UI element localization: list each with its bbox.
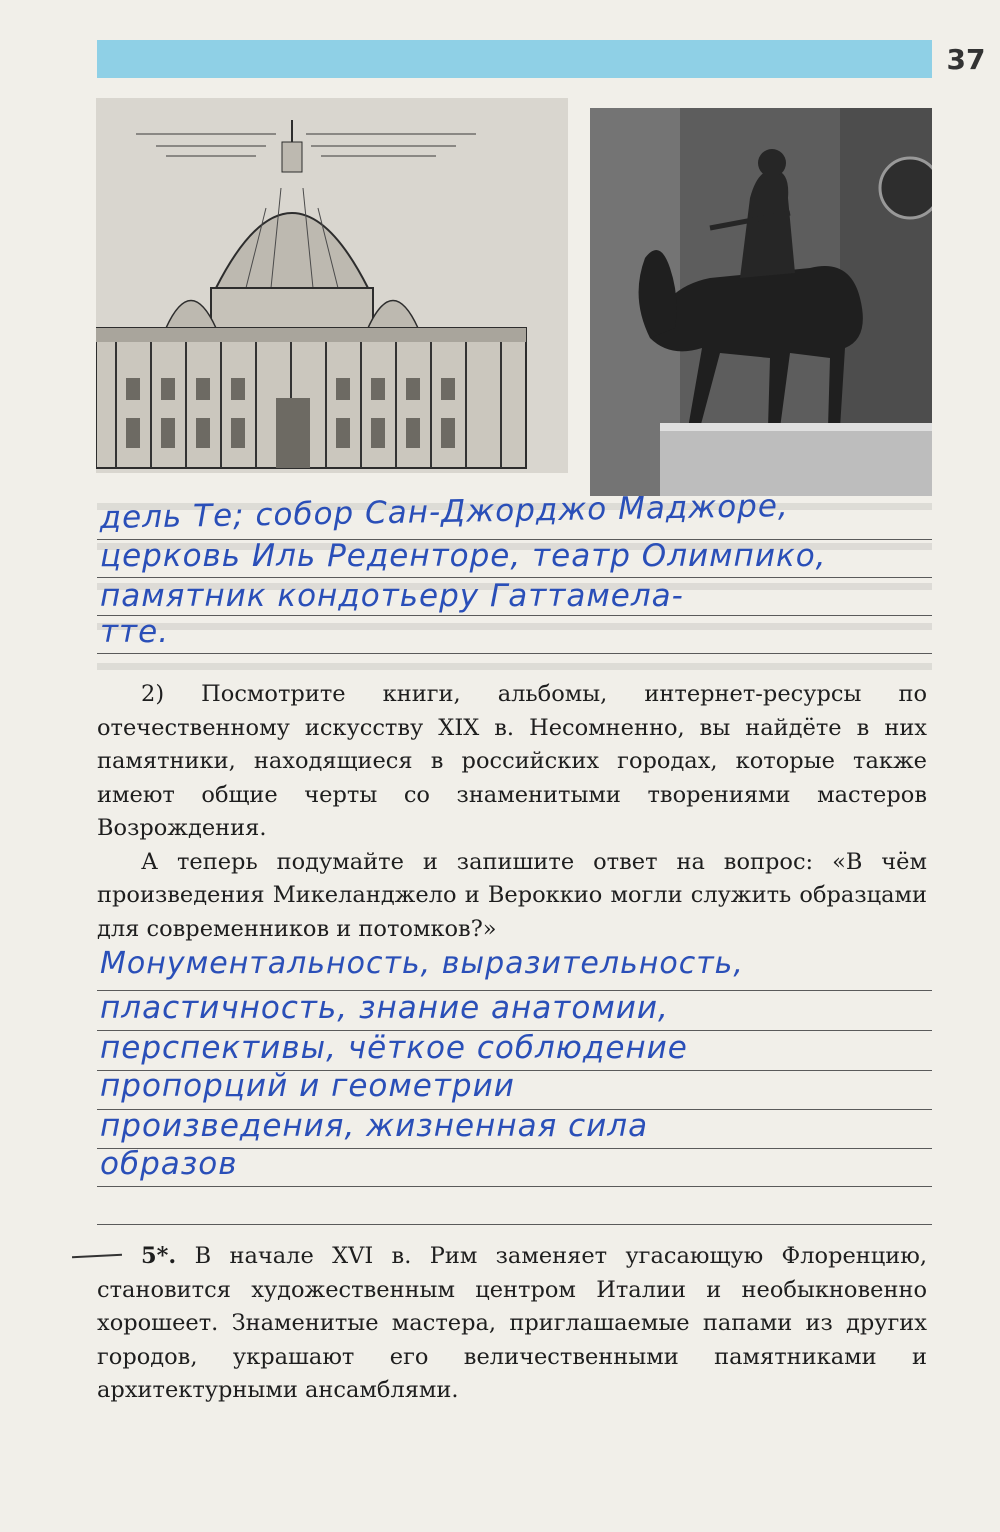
handwritten-answer-line: тте. <box>100 614 170 650</box>
handwritten-answer-line: произведения, жизненная сила <box>100 1108 649 1144</box>
handwritten-answer-line: дель Те; собор Сан-Джорджо Маджоре, <box>99 487 790 536</box>
task-5-number: 5*. <box>141 1243 177 1269</box>
answer-line <box>97 1224 932 1225</box>
st-peters-basilica-engraving <box>96 98 568 473</box>
task-5-text: В начале XVI в. Рим заменяет угасающую Флоренцию, становится художественным центром Италии и необыкновенно хорошеет. Знаменитые мастера, приглашаемые папами из других городов, украшают его величественными памятниками и архитектурными ансамблями. <box>97 1243 927 1403</box>
task-5-paragraph <box>97 1240 927 1408</box>
header-bar <box>97 40 932 78</box>
handwritten-answer-line: пропорций и геометрии <box>100 1068 515 1104</box>
page-number: 37 <box>946 42 986 76</box>
handwritten-answer-line: церковь Иль Реденторе, театр Олимпико, <box>100 538 827 574</box>
handwritten-answer-line: Монументальность, выразительность, <box>100 946 744 981</box>
handwritten-answer-line: образов <box>100 1146 238 1182</box>
exercise-2-text: 2) Посмотрите книги, альбомы, интернет-ресурсы по отечественному искусству XIX в. Несомненно, вы найдёте в них памятники, находящиеся в российских городах, которые также имеют общие черты со знаменитыми творениями мастеров Возрождения. <box>97 681 927 841</box>
handwritten-answer-line: пластичность, знание анатомии, <box>100 990 669 1026</box>
exercise-2-question: А теперь подумайте и запишите ответ на вопрос: «В чём произведения Микеланджело и Вероккио могли служить образцами для современников и потомков?» <box>97 848 927 942</box>
gattamelata-statue-photo <box>590 108 932 496</box>
answer-line <box>97 653 932 654</box>
exercise-paragraph <box>97 678 927 946</box>
handwritten-answer-line: памятник кондотьеру Гаттамела- <box>100 578 684 614</box>
handwritten-answer-line: перспективы, чёткое соблюдение <box>100 1030 688 1066</box>
answer-line <box>97 1186 932 1187</box>
